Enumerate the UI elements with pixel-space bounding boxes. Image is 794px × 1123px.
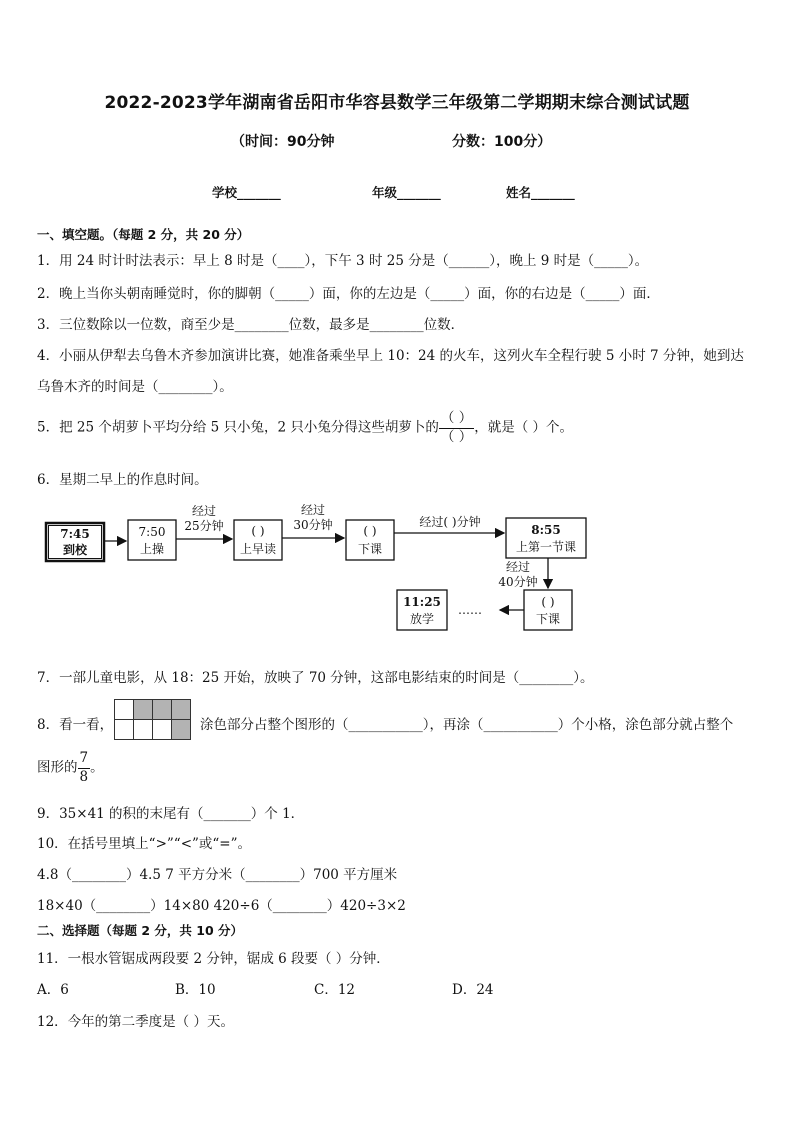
box-exercise-time: 7:50 xyxy=(138,525,166,539)
page-title: 2022-2023学年湖南省岳阳市华容县数学三年级第二学期期末综合测试试题 xyxy=(104,93,690,113)
name-field: 姓名_______ xyxy=(506,185,575,200)
section-heading-multiple-choice: 二、选择题（每题 2 分，共 10 分） xyxy=(37,923,244,938)
question-8-end: 。 xyxy=(90,759,104,776)
arrow-3-label: 经过( )分钟 xyxy=(419,515,481,529)
fraction-denominator: 8 xyxy=(79,768,89,785)
question-5 xyxy=(37,412,573,444)
school-field: 学校_______ xyxy=(212,185,281,200)
question-8-line-2-text: 图形的 xyxy=(37,759,78,776)
schedule-flow-diagram xyxy=(40,500,600,634)
exam-time: （时间：90分钟 xyxy=(231,134,335,150)
fraction-seven-eighths xyxy=(78,752,91,784)
arrow-2-label-top: 经过 xyxy=(300,503,326,517)
grade-field: 年级_______ xyxy=(372,185,441,200)
question-5-text: 5．把 25 个胡萝卜平均分给 5 只小兔，2 只小兔分得这些胡萝卜的 xyxy=(37,419,439,436)
question-11-option-a: A．6 xyxy=(37,982,69,998)
question-12: 12．今年的第二季度是（ ）天。 xyxy=(37,1014,234,1030)
fraction-numerator: 7 xyxy=(78,752,91,769)
question-11: 11．一根水管锯成两段要 2 分钟，锯成 6 段要（ ）分钟． xyxy=(37,951,390,967)
fraction-denominator: （ ） xyxy=(440,428,473,445)
question-3: 3．三位数除以一位数，商至少是________位数，最多是________位数． xyxy=(37,317,465,333)
arrow-1-label-top: 经过 xyxy=(191,504,217,518)
box-break-1-label: 下课 xyxy=(357,542,383,556)
box-reading-label: 上早读 xyxy=(239,542,277,556)
box-first-class-time: 8:55 xyxy=(531,523,561,537)
question-6: 6．星期二早上的作息时间。 xyxy=(37,472,208,488)
box-first-class-label: 上第一节课 xyxy=(515,540,577,554)
fraction-blank xyxy=(439,412,474,444)
question-11-option-d: D．24 xyxy=(452,982,494,998)
arrow-2-label-bottom: 30分钟 xyxy=(293,518,333,532)
section-heading-fill-blank: 一、填空题。（每题 2 分，共 20 分） xyxy=(37,227,250,242)
box-break-2-time: ( ) xyxy=(541,595,555,609)
box-exercise-label: 上操 xyxy=(139,542,165,556)
box-reading-time: ( ) xyxy=(251,524,265,538)
box-dismiss-time: 11:25 xyxy=(403,595,441,609)
shaded-grid-figure xyxy=(114,699,192,741)
box-break-2-label: 下课 xyxy=(535,612,561,626)
box-arrive-label: 到校 xyxy=(62,543,88,557)
question-8-line-2 xyxy=(37,752,104,784)
question-5-suffix: ，就是（ ）个。 xyxy=(474,419,573,436)
box-arrive-time: 7:45 xyxy=(60,527,90,541)
question-4-line-2: 乌鲁木齐的时间是（________）。 xyxy=(37,379,233,395)
ellipsis-dots: …… xyxy=(458,603,482,617)
question-1: 1．用 24 时计时法表示：早上 8 时是（____），下午 3 时 25 分是（______），晚上 9 时是（_____）。 xyxy=(37,253,649,269)
arrow-4-label-top: 经过 xyxy=(505,560,531,574)
question-8-text: 涂色部分占整个图形的（___________），再涂（___________）个小格，涂色部分就占整个 xyxy=(200,717,734,733)
question-10-row-1: 4.8（________）4.5 7 平方分米（________）700 平方厘米 xyxy=(37,867,398,883)
box-dismiss-label: 放学 xyxy=(409,612,435,626)
arrow-1-label-bottom: 25分钟 xyxy=(184,519,224,533)
question-2: 2．晚上当你头朝南睡觉时，你的脚朝（_____）面，你的左边是（_____）面，你的右边是（_____）面． xyxy=(37,286,660,302)
question-4-line-1: 4．小丽从伊犁去乌鲁木齐参加演讲比赛，她准备乘坐早上 10：24 的火车，这列火车全程行驶 5 小时 7 分钟，她到达 xyxy=(37,348,744,364)
question-10-row-2: 18×40（________）14×80 420÷6（________）420÷3×2 xyxy=(37,898,406,914)
arrow-4-label-bottom: 40分钟 xyxy=(498,575,538,589)
question-11-option-b: B．10 xyxy=(175,982,216,998)
question-10: 10．在括号里填上“>”“<”或“=”。 xyxy=(37,836,252,852)
question-9: 9．35×41 的积的末尾有（_______）个 1． xyxy=(37,806,305,822)
exam-score: 分数：100分） xyxy=(452,134,552,150)
question-8-prefix: 8．看一看， xyxy=(37,717,114,733)
question-7: 7．一部儿童电影，从 18：25 开始，放映了 70 分钟，这部电影结束的时间是（________）。 xyxy=(37,670,594,686)
fraction-numerator: （ ） xyxy=(439,412,474,429)
question-11-option-c: C．12 xyxy=(314,982,356,998)
box-break-1-time: ( ) xyxy=(363,524,377,538)
